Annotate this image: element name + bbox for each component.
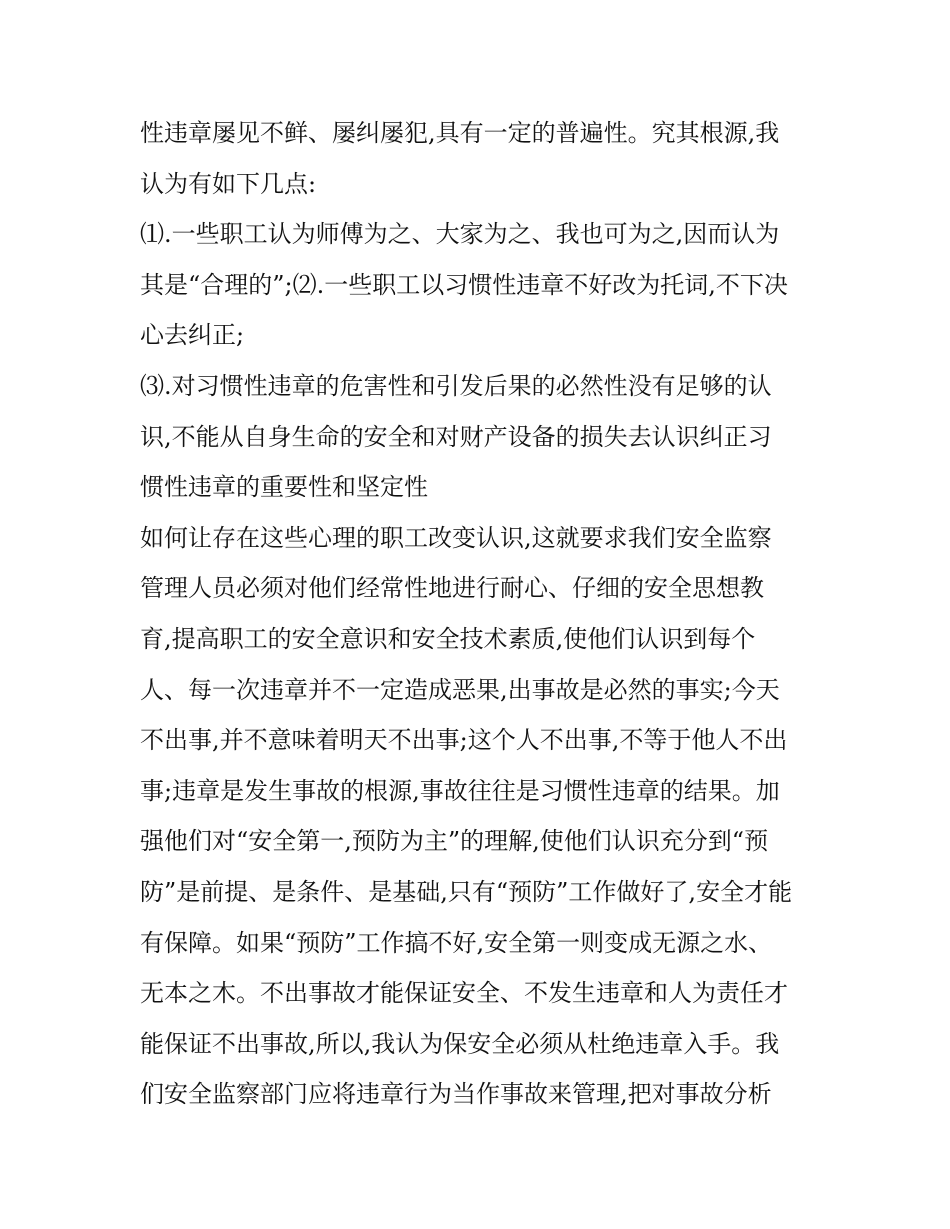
body-text [140, 108, 820, 1120]
text-line: 性违章屡见不鲜、屡纠屡犯,具有一定的普遍性。究其根源,我 [140, 119, 780, 147]
text-line: 认为有如下几点: [140, 169, 317, 198]
text-line: 事;违章是发生事故的根源,事故往往是习惯性违章的结果。加 [140, 776, 780, 805]
text-line: 们安全监察部门应将违章行为当作事故来管理,把对事故分析 [140, 1080, 772, 1109]
text-line: 识,不能从自身生命的安全和对财产设备的损失去认识纠正习 [140, 422, 772, 451]
text-line: 育,提高职工的安全意识和安全技术素质,使他们认识到每个 [140, 624, 756, 653]
text-line: 能保证不出事故,所以,我认为保安全必须从杜绝违章入手。我 [140, 1029, 780, 1058]
text-line: 强他们对“安全第一,预防为主”的理解,使他们认识充分到“预 [140, 827, 769, 856]
text-line: 有保障。如果“预防”工作搞不好,安全第一则变成无源之水、 [140, 928, 773, 957]
text-line: ⑶.对习惯性违章的危害性和引发后果的必然性没有足够的认 [140, 371, 772, 400]
text-line: 惯性违章的重要性和坚定性 [140, 473, 428, 502]
text-line: 无本之木。不出事故才能保证安全、不发生违章和人为责任才 [140, 979, 788, 1008]
text-line: 人、每一次违章并不一定造成恶果,出事故是必然的事实;今天 [140, 675, 780, 704]
text-line: 心去纠正; [140, 321, 245, 350]
text-line: 其是“合理的”;⑵.一些职工以习惯性违章不好改为托词,不下决 [140, 270, 788, 299]
text-line: 管理人员必须对他们经常性地进行耐心、仔细的安全思想教 [140, 574, 764, 603]
text-line: ⑴.一些职工认为师傅为之、大家为之、我也可为之,因而认为 [140, 220, 780, 249]
text-line: 防”是前提、是条件、是基础,只有“预防”工作做好了,安全才能 [140, 877, 793, 906]
text-line: 如何让存在这些心理的职工改变认识,这就要求我们安全监察 [140, 523, 772, 552]
text-line: 不出事,并不意味着明天不出事;这个人不出事,不等于他人不出 [140, 726, 788, 755]
